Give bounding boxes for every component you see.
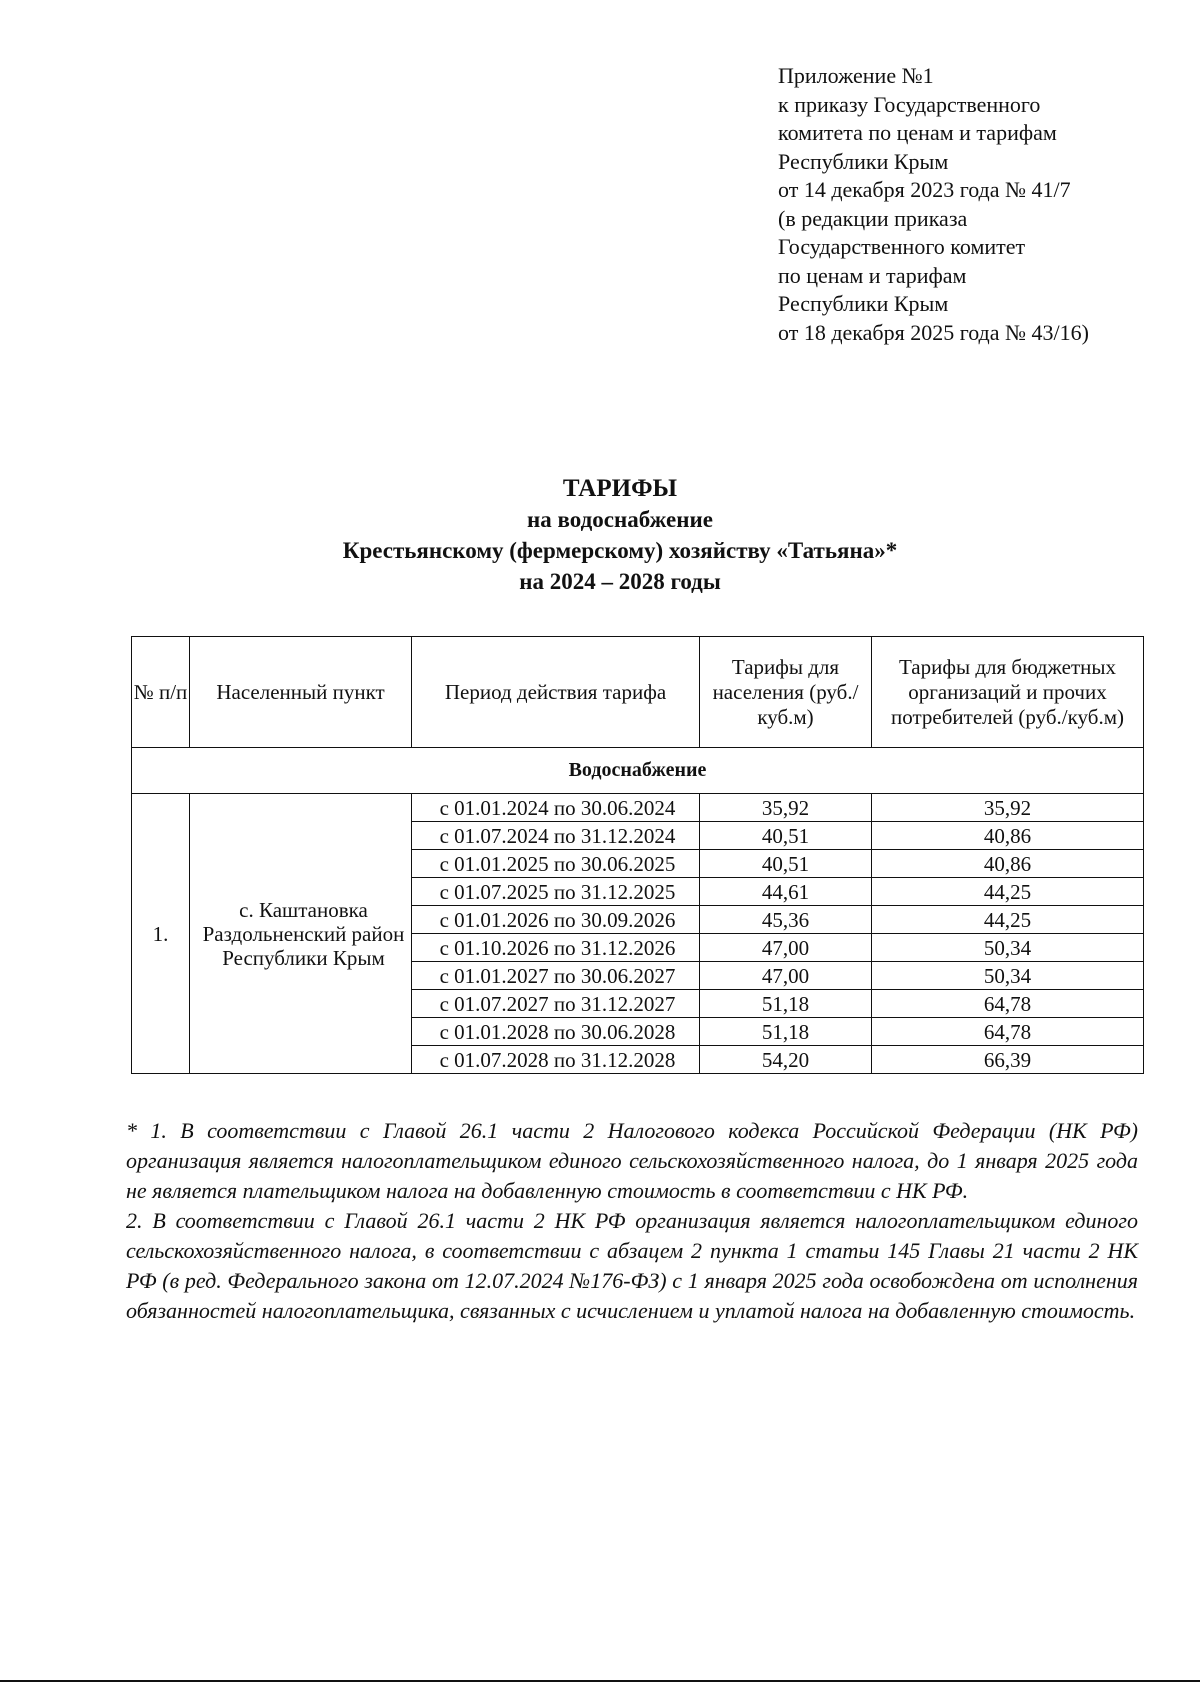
table-row (132, 794, 1144, 822)
population-tariff-cell: 51,18 (700, 1018, 872, 1046)
section-title: Водоснабжение (132, 748, 1144, 794)
appendix-line: от 14 декабря 2023 года № 41/7 (778, 177, 1071, 202)
title-years: на 2024 – 2028 годы (519, 569, 721, 594)
header-budget-tariff: Тарифы для бюджетных организаций и прочих потребителей (руб./куб.м) (872, 637, 1144, 748)
footnote-paragraph-2: 2. В соответствии с Главой 26.1 части 2 НК РФ организация является налогоплательщиком единого сельскохозяйственного налога, в соответствии с абзацем 2 пункта 1 статьи 145 Главы 21 части 2 НК РФ (в ред. Федерального закона от 12.07.2024 №176-ФЗ) с 1 января 2025 года освобождена от исполнения обязанностей налогоплательщика, связанных с исчислением и уплатой налога на добавленную стоимость. (126, 1208, 1138, 1323)
title-main: ТАРИФЫ (562, 475, 678, 502)
locality-cell: с. Каштановка Раздольненский район Республики Крым (190, 794, 412, 1074)
period-cell: с 01.01.2025 по 30.06.2025 (412, 850, 700, 878)
appendix-line: комитета по ценам и тарифам (778, 120, 1057, 145)
footnote-paragraph-1: * 1. В соответствии с Главой 26.1 части 2 Налогового кодекса Российской Федерации (НК РФ) организация является налогоплательщиком единого сельскохозяйственного налога, до 1 января 2025 года не является плательщиком налога на добавленную стоимость в соответствии с НК РФ. (126, 1118, 1138, 1203)
budget-tariff-cell: 50,34 (872, 934, 1144, 962)
population-tariff-cell: 54,20 (700, 1046, 872, 1074)
population-tariff-cell: 45,36 (700, 906, 872, 934)
appendix-line: Республики Крым (778, 148, 949, 174)
budget-tariff-cell: 40,86 (872, 850, 1144, 878)
row-number: 1. (132, 794, 190, 1074)
population-tariff-cell: 40,51 (700, 850, 872, 878)
budget-tariff-cell: 64,78 (872, 1018, 1144, 1046)
budget-tariff-cell: 64,78 (872, 990, 1144, 1018)
bottom-divider (0, 1680, 1200, 1682)
period-cell: с 01.07.2027 по 31.12.2027 (412, 990, 700, 1018)
population-tariff-cell: 35,92 (700, 794, 872, 822)
period-cell: с 01.07.2028 по 31.12.2028 (412, 1046, 700, 1074)
header-period: Период действия тарифа (412, 637, 700, 748)
period-cell: с 01.10.2026 по 31.12.2026 (412, 934, 700, 962)
population-tariff-cell: 51,18 (700, 990, 872, 1018)
appendix-line: Государственного комитет (778, 234, 1026, 259)
budget-tariff-cell: 44,25 (872, 906, 1144, 934)
appendix-line: (в редакции приказа (778, 205, 968, 231)
document-title (120, 473, 1120, 597)
appendix-line: Республики Крым (778, 291, 949, 316)
budget-tariff-cell: 66,39 (872, 1046, 1144, 1074)
title-recipient: Крестьянскому (фермерскому) хозяйству «Татьяна»* (342, 538, 898, 563)
appendix-line: от 18 декабря 2025 года № 43/16) (778, 319, 1089, 345)
title-subject: на водоснабжение (527, 507, 713, 532)
tariff-table (131, 636, 1144, 1074)
header-num: № п/п (132, 637, 190, 748)
population-tariff-cell: 40,51 (700, 822, 872, 850)
period-cell: с 01.07.2024 по 31.12.2024 (412, 822, 700, 850)
appendix-line: к приказу Государственного (778, 91, 1041, 117)
header-population-tariff: Тарифы для населения (руб./куб.м) (700, 637, 872, 748)
period-cell: с 01.01.2027 по 30.06.2027 (412, 962, 700, 990)
appendix-header (778, 62, 1089, 347)
budget-tariff-cell: 40,86 (872, 822, 1144, 850)
period-cell: с 01.01.2026 по 30.09.2026 (412, 906, 700, 934)
footnote (126, 1116, 1138, 1326)
period-cell: с 01.01.2024 по 30.06.2024 (412, 794, 700, 822)
population-tariff-cell: 47,00 (700, 962, 872, 990)
budget-tariff-cell: 50,34 (872, 962, 1144, 990)
appendix-line: Приложение №1 (778, 63, 934, 88)
header-locality: Населенный пункт (190, 637, 412, 748)
table-header-row (132, 637, 1144, 748)
population-tariff-cell: 47,00 (700, 934, 872, 962)
period-cell: с 01.07.2025 по 31.12.2025 (412, 878, 700, 906)
population-tariff-cell: 44,61 (700, 878, 872, 906)
budget-tariff-cell: 44,25 (872, 878, 1144, 906)
period-cell: с 01.01.2028 по 30.06.2028 (412, 1018, 700, 1046)
section-row (132, 748, 1144, 794)
appendix-line: по ценам и тарифам (778, 262, 967, 288)
budget-tariff-cell: 35,92 (872, 794, 1144, 822)
